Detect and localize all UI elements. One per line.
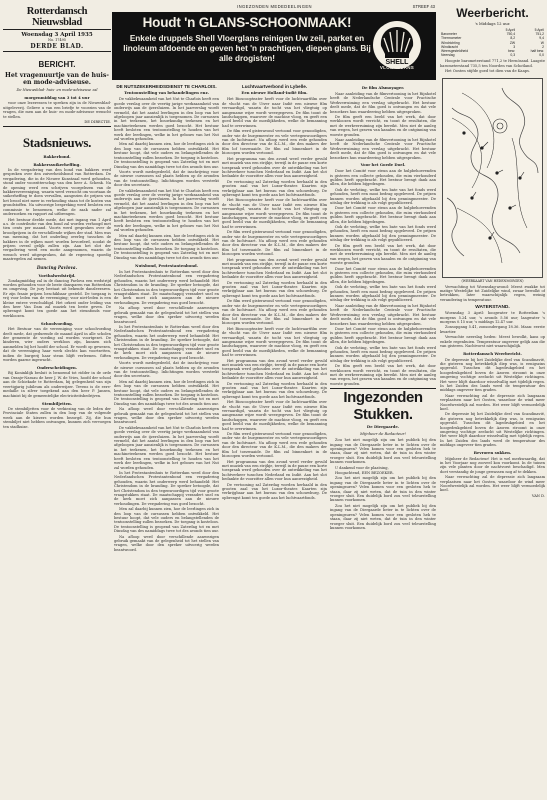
column-4: [330, 84, 436, 800]
article-body: Het Bestuur van de vereeniging voor schoolvoeding deelt mede, dat gedurende de maand April in alle scholen der gemeente de voeding zal worden voortgezet. De kinderen, wier ouders werkloos zijn, kunnen zich aanmelden bij het hoofd der school. Er wordt op gewezen, dat de vereeniging haar werk slechts kan voortzetten, indien de burgerij haar steun blijft verleenen. Giften worden gaarne ingewacht.: [3, 327, 111, 363]
forecast-text: Verwachting tot Woensdag-avond: Meest zwakke tot matige Westelijke tot Zuidelijke wind, zwaar bewolkt of betrokken, later waarschijnlijk regen, weinig verandering in temperatuur.: [440, 284, 545, 302]
weather-row-value: 751,2: [535, 32, 544, 37]
weather-table: [440, 28, 545, 57]
weather-subhead: Rotterdamsch Weerbericht.: [463, 350, 522, 356]
section-subhead: Bakkerbond.: [43, 154, 71, 160]
weather-row-value: 750,4: [506, 32, 516, 37]
weather-row-value: 8,2: [510, 36, 516, 41]
bericht-headline: Het vragenuurtje van de huis- en mode-adviseuse.: [5, 72, 109, 86]
weather-row-value: half bew.: [530, 49, 544, 54]
bericht-signature: DE DIRECTIE.: [84, 120, 111, 125]
shell-advertisement: [112, 12, 436, 80]
top-strip: [112, 4, 437, 11]
bericht-note-bold: morgenmiddag van 3 tot 4 uur: [24, 95, 90, 101]
weather-letter: Mijnheer de Redacteur! Het is wel merkwaardig, dat in het Voorjaar nog zooveel kou voorkomt. In de tuinen zijn vele planten door de nachtvorst beschadigd. Men doet verstandig de jonge gewassen nog af te dekken. Naar verwachting zal de depressie zich langzaam verplaatsen naar het Oosten, waardoor de wind meer Noordwestelijk zal worden. Het weer blijft vermoedelijk koel.: [440, 456, 545, 493]
stadsnieuws-title: Stadsnieuws.: [22, 135, 92, 151]
article-body: Naar aanleiding van de filmvertooning in het Rijnhotel heeft de Nederlandsche Centrale voor Practische Werkverruiming een verslag uitgebracht. Het bestuur deelt mede, dat de film goed is ontvangen en dat vele bezoekers hun waardeering hebben uitgesproken. De film geeft een beeld van het werk, dat door werkloozen wordt verricht, en toont de resultaten, die met de werkverruiming zijn bereikt. Men ziet de aanleg van wegen, het graven van kanalen en de ontginning van woeste gronden. Naar aanleiding van de filmvertooning in het Rijnhotel heeft de Nederlandsche Centrale voor Practische Werkverruiming een verslag uitgebracht. Het bestuur deelt mede, dat de film goed is ontvangen en dat vele bezoekers hun waardeering hebben uitgesproken.: [330, 92, 436, 160]
column-3: [222, 84, 327, 800]
ad-body: Enkele druppels Shell Vloerglans reinigen Uw zeil, parket en linoleum afdoende en geven het 'n prachtigen, diepen glans. Bij alle drogisten!: [123, 34, 371, 63]
letter-body: Zou het niet mogelijk zijn om het publiek bij den ingang van de Diergaarde beter in te lichten over de openingsuren? Velen komen voor een gesloten hek te staan, daar zij niet weten, dat de tuin in den winter vroeger sluit. Een duidelijk bord zou veel teleurstelling kunnen voorkomen. U dankend voor de plaatsing, Hoogachtend, EEN BEZOEKER. Zou het niet mogelijk zijn om het publiek bij den ingang van de Diergaarde beter in te lichten over de openingsuren? Velen komen voor een gesloten hek te staan, daar zij niet weten, dat de tuin in den winter vroeger sluit. Een duidelijk bord zou veel teleurstelling kunnen voorkomen. Zou het niet mogelijk zijn om het publiek bij den ingang van de Diergaarde beter in te lichten over de openingsuren? Velen komen voor een gesloten hek te staan, daar zij niet weten, dat de tuin in den winter vroeger sluit. Een duidelijk bord zou veel teleurstelling kunnen voorkomen.: [330, 438, 436, 530]
weather-row-value: W: [540, 40, 544, 45]
letter-salutation: Mijnheer de Redacteur!: [359, 431, 407, 437]
weather-subhead: Bevroren sukken.: [473, 449, 512, 455]
article-body: De stembiljetten voor de verkiezing van de leden der Provinciale Staten zullen in den loop van de volgende week aan de kiezers worden bezorgd. Zij, die hun stembiljet niet hebben ontvangen, kunnen zich vervoegen ten stadhuize.: [3, 406, 111, 429]
weather-row-label: Windkracht: [441, 44, 458, 49]
weather-row-value: 9,4: [539, 36, 544, 41]
ingezonden-title: Ingezonden Stukken.: [343, 389, 423, 424]
bericht-title: BERICHT.: [38, 60, 76, 69]
masthead-column: [3, 0, 111, 800]
article-body: Bij Koninklijk besluit is benoemd tot ridder in de orde van Oranje-Nassau de heer J. W. de Vries, hoofd der school aan de Schiekade te Rotterdam, bij gelegenheid van zijn veertigjarig jubileum als onderwijzer. Tevens is de eere-medaille in zilver toegekend aan den heer P. Jansen, machinist bij de gemeentelijke electriciteitsbedrijven.: [3, 371, 111, 398]
weather-row-value: 5 April: [534, 28, 544, 32]
shell-logo-text: SHELL: [385, 59, 409, 66]
article-subtitle: Tentoonstelling van behandelingen enz.: [124, 90, 209, 96]
issue-number: No. 17495: [48, 38, 66, 42]
article-body: De vakbekwaamheid van het Nut te Charlois heeft een goede verslag over de veertig jarige werkzaamheid van onderwijs aan de ijzersluizen. In het jaarverslag wordt vermeld, dat het aantal leerlingen in den loop van het afgeloopen jaar aanzienlijk is toegenomen. De cursussen in het teekenen, het bouwkundig teekenen en het machineteekenen werden goed bezocht. Het bestuur heeft besloten een tentoonstelling te houden van het werk der leerlingen, welke in het gebouw van het Nut zal worden gehouden. Men zal daarbij kunnen zien, hoe de leerlingen zich in den loop van de cursussen hebben ontwikkeld. Het bestuur hoopt, dat vele ouders en belangstellenden de tentoonstelling zullen bezoeken. De toegang is kosteloos. De tentoonstelling is geopend van Zaterdag tot en met Dinsdag van des namiddags twee tot des avonds tien uur. Voorts wordt medegedeeld, dat de inschrijving voor de nieuwe cursussen zal plaats hebben op de avonden van de tentoonstelling. Inlichtingen worden verstrekt door den secretaris. De vakbekwaamheid van het Nut te Charlois heeft een goede verslag over de veertig jarige werkzaamheid van onderwijs aan de ijzersluizen. In het jaarverslag wordt vermeld, dat het aantal leerlingen in den loop van het afgeloopen jaar aanzienlijk is toegenomen. De cursussen in het teekenen, het bouwkundig teekenen en het machineteekenen werden goed bezocht. Het bestuur heeft besloten een tentoonstelling te houden van het werk der leerlingen, welke in het gebouw van het Nut zal worden gehouden. Men zal daarbij kunnen zien, hoe de leerlingen zich in den loop van de cursussen hebben ontwikkeld. Het bestuur hoopt, dat vele ouders en belangstellenden de tentoonstelling zullen bezoeken. De toegang is kosteloos. De tentoonstelling is geopend van Zaterdag tot en met Dinsdag van des namiddags twee tot des avonds tien uur.: [114, 97, 219, 260]
map-caption: (WEERKAART VAN HEDENMORGEN): [461, 278, 524, 283]
weather-subtitle: 's Middags 12 uur.: [474, 21, 511, 26]
weather-row-label: Barometer: [441, 32, 457, 37]
waterstand-title: WATERSTAND.: [475, 305, 510, 311]
ad-headline: Houdt 'n GLANS-SCHOONMAAK!: [142, 15, 352, 30]
weather-report: De depressie bij het Zuidelijke deel van Scandinavië, die gisteren nog betrekkelijk diep was, is eenigszins opgevuld. Tusschen dit lagedrukgebied en het hoogedrukgebied boven de Azoren stroomt in onze omgeving vochtige zeelucht uit Westelijke richtingen. Het weer blijft daardoor wisselvallig met tijdelijk regen. In het Zuiden des lands werd de temperatuur des middags ongeveer tien graden. Naar verwachting zal de depressie zich langzaam verplaatsen naar het Oosten, waardoor de wind meer Noordwestelijk zal worden. Het weer blijft vermoedelijk koel. De depressie bij het Zuidelijke deel van Scandinavië, die gisteren nog betrekkelijk diep was, is eenigszins opgevuld. Tusschen dit lagedrukgebied en het hoogedrukgebied boven de Azoren stroomt in onze omgeving vochtige zeelucht uit Westelijke richtingen. Het weer blijft daardoor wisselvallig met tijdelijk regen. In het Zuiden des lands werd de temperatuur des middags ongeveer tien graden.: [440, 357, 545, 448]
weather-signature: VAN D.: [531, 493, 545, 498]
article-subtitle: Een nieuwe Holland-Indië film.: [241, 90, 308, 96]
sheet-label: DERDE BLAD.: [30, 43, 84, 50]
article-body: In het Protestantenhuis te Rotterdam werd door den Nederlandschen Protestantenbond een vergadering gehouden, waarin het onderwerp werd behandeld: Het Christendom in de branding. De spreker betoogde, dat het Christendom in den tegenwoordigen tijd voor groote vraagstukken staat. De maatschappij verandert snel en de kerk moet zich aanpassen aan de nieuwe verhoudingen. De vergadering was goed bezocht. Na afloop werd door verschillende aanwezigen gebruik gemaakt van de gelegenheid tot het stellen van vragen, welke door den spreker uitvoerig werden beantwoord. In het Protestantenhuis te Rotterdam werd door den Nederlandschen Protestantenbond een vergadering gehouden, waarin het onderwerp werd behandeld: Het Christendom in de branding. De spreker betoogde, dat het Christendom in den tegenwoordigen tijd voor groote vraagstukken staat. De maatschappij verandert snel en de kerk moet zich aanpassen aan de nieuwe verhoudingen. De vergadering was goed bezocht. Voorts wordt medegedeeld, dat de inschrijving voor de nieuwe cursussen zal plaats hebben op de avonden van de tentoonstelling. Inlichtingen worden verstrekt door den secretaris. Men zal daarbij kunnen zien, hoe de leerlingen zich in den loop van de cursussen hebben ontwikkeld. Het bestuur hoopt, dat vele ouders en belangstellenden de tentoonstelling zullen bezoeken. De toegang is kosteloos. De tentoonstelling is geopend van Zaterdag tot en met Dinsdag van des namiddags twee tot des avonds tien uur. Na afloop werd door verschillende aanwezigen gebruik gemaakt van de gelegenheid tot het stellen van vragen, welke door den spreker uitvoerig werden beantwoord. De vakbekwaamheid van het Nut te Charlois heeft een goede verslag over de veertig jarige werkzaamheid van onderwijs aan de ijzersluizen. In het jaarverslag wordt vermeld, dat het aantal leerlingen in den loop van het afgeloopen jaar aanzienlijk is toegenomen. De cursussen in het teekenen, het bouwkundig teekenen en het machineteekenen werden goed bezocht. Het bestuur heeft besloten een tentoonstelling te houden van het werk der leerlingen, welke in het gebouw van het Nut zal worden gehouden. In het Protestantenhuis te Rotterdam werd door den Nederlandschen Protestantenbond een vergadering gehouden, waarin het onderwerp werd behandeld: Het Christendom in de branding. De spreker betoogde, dat het Christendom in den tegenwoordigen tijd voor groote vraagstukken staat. De maatschappij verandert snel en de kerk moet zich aanpassen aan de nieuwe verhoudingen. De vergadering was goed bezocht. Men zal daarbij kunnen zien, hoe de leerlingen zich in den loop van de cursussen hebben ontwikkeld. Het bestuur hoopt, dat vele ouders en belangstellenden de tentoonstelling zullen bezoeken. De toegang is kosteloos. De tentoonstelling is geopend van Zaterdag tot en met Dinsdag van des namiddags twee tot des avonds tien uur. Na afloop werd door verschillende aanwezigen gebruik gemaakt van de gelegenheid tot het stellen van vragen, welke door den spreker uitvoerig werden beantwoord.: [114, 270, 219, 552]
section-subhead: Schoolvoeding.: [40, 321, 74, 327]
weather-row-label: Weersgesteldheid: [441, 49, 469, 54]
article-title: DE NUTSZEKERHEIDSDIENST TE CHARLOIS.: [116, 84, 217, 89]
article-subtitle: De Diergaarde.: [366, 424, 400, 430]
weather-row-label: Windrichting: [441, 40, 460, 45]
section-subhead: Bakkerssuikerheffing.: [33, 162, 81, 168]
section-subhead: Stembiljetten.: [41, 400, 73, 406]
weather-row-value: 0,3: [510, 53, 516, 58]
weather-row-label: Neerslag: [441, 53, 455, 58]
weather-row-value: 2: [542, 44, 544, 49]
section-label: INGEZONDEN MEDEDEELINGEN: [237, 4, 312, 9]
weather-table-row: [440, 53, 545, 57]
weather-row-value: 3: [513, 44, 516, 49]
ad-brand-sub: VLOERGLANS: [379, 65, 415, 70]
bericht-note: De Nieuwsblad- huis- en mode-adviseuse zal: [16, 88, 98, 92]
weather-title: Weerbericht.: [456, 6, 529, 20]
weather-text: Hoogste barometerstand 771,2 te Hernösand. Laagste barometerstand 735,5 ten Noorden van Schotland. Het Oosten stijfde goed tot dien van de Kaaps.: [440, 59, 545, 74]
section-subhead: Voetbalwedstrijd.: [38, 272, 76, 278]
issue-date: Woensdag 3 April 1935: [21, 32, 93, 38]
section-subhead: Dancing Pavlova.: [36, 264, 78, 270]
weather-column: [440, 0, 545, 800]
column-2: [114, 84, 219, 800]
shell-logo-icon: [372, 20, 422, 70]
page-number: STREEF 43: [412, 4, 435, 9]
waterstand-text: Woensdag 3 April: hoogwater te Rotterdam 's morgens 5.24 uur, 's avonds 5.56 uur; laagwater 's morgens 0.15 uur, 's middags 12.47 uur. Zonsopgang 5.41, zonsondergang 18.36. Maan: eerste kwartier. Verwachte neerslag heden: Meest bewolkt, kans op enkele regenbuien. Temperatuur ongeveer gelijk aan die van gisteren. Nachtvorst niet waarschijnlijk.: [440, 311, 545, 349]
article-body: In de vergadering van den bond van bakkers werd gesproken over den zuiverheidsbond van Rotterdam. De vergadering, die in de Nieuwe Kunstzaal werd gehouden, stond onder voorzitterschap van den heer A. Schenk. Na de opening werd een schrijven voorgelezen van de bakkersvereeniging, waarin werd verzocht om voortaan de suikerheffing te doen vervallen, aangezien de prijzen van het brood niet meer in verhouding staan tot de kosten van grondstoffen. Na uitvoerige bespreking werd besloten een commissie te benoemen, welke de zaak nader zal onderzoeken en rapport zal uitbrengen. Het bestuur deelde mede, dat met ingang van 1 April a.s. de contributie van den bond zal worden verhoogd met tien cents per maand. Voorts werd gesproken over de broodprijzen in de verschillende wijken der stad. Men was van meening, dat het onderling overleg tusschen de bakkers in de wijken moet worden bevorderd, zoodat de prijzen overal gelijk zullen zijn. Aan het slot der vergadering werd een motie aangenomen, waarin de wensch werd uitgesproken, dat de regeering spoedig maatregelen zal nemen.: [3, 168, 111, 262]
article-subtitle: De film Alsmoyager.: [361, 85, 405, 90]
article-subtitle: Voor het Goede Doel.: [360, 162, 406, 168]
weather-row-value: 0,0: [539, 53, 544, 58]
section-subhead: Onderscheidingen.: [36, 365, 78, 371]
weather-row-label: Thermometer: [441, 36, 462, 41]
weather-row-value: ZW: [509, 40, 516, 45]
article-title: Luchtvaartverbond in Lybelle.: [241, 84, 308, 89]
article-body: Zondagmiddag zal in de dancing Pavlova een wedstrijd worden gehouden voor de beste dansparen van Rotterdam en omgeving. De jury bestaat uit bekende dansleeraren. Er zijn fraaie prijzen beschikbaar gesteld. De toegang is vrij voor leden van de vereeniging; voor niet-leden is een kleine entree verschuldigd. Het orkest onder leiding van den heer Van Dam zal muziek ten beste geven. De opbrengst komt ten goede aan het steunfonds voor werkloozen.: [3, 278, 111, 318]
newspaper-title: Rotterdamsch Nieuwsblad: [26, 6, 88, 28]
weather-row-value: 5 April: [505, 28, 516, 32]
bericht-body: voor onze lezeressen te spreken zijn in de Nieuwsblad-uitgeleverij. Gelieve u van een briefje te voorzien van de vragen, die men aan de huis- en mode-adviseuse wenscht te stellen.: [3, 101, 111, 119]
article-subtitle: Nutsbond, Protestantenbond.: [135, 263, 198, 269]
article-body: Het Bioscoopteater heeft voor de luchtvaartfilm over de vlucht van de Uiver naar Indië een nieuwe film vervaardigd, waarin de tocht van het vliegtuig op aangename wijze wordt weergegeven. De film toont de landschappen, waarover de machine vloog, en geeft een goed beeld van de moeilijkheden, welke de bemanning had te overwinnen. De film werd gisteravond vertoond voor genoodigden, onder wie de burgemeester en vele vertegenwoordigers van de luchtvaart. Na afloop werd een rede gehouden door den directeur van de K.L.M., die den makers der film lof toezwaaide. De film zal binnenkort in de bioscopen worden vertoond. Het programma van den avond werd verder gevuld met muziek van een strijkje, terwijl in de pauze een korte toespraak werd gehouden over de ontwikkeling van het luchtverkeer tusschen Nederland en Indië. Aan het slot bedankte de voorzitter allen voor hun aanwezigheid. De vertooning zal Zaterdag worden herhaald in den grooten zaal van het Luxor-theater. Kaarten zijn verkrijgbaar aan het bureau van den schouwburg. De opbrengst komt ten goede aan het luchtvaartfonds. Het Bioscoopteater heeft voor de luchtvaartfilm over de vlucht van de Uiver naar Indië een nieuwe film vervaardigd, waarin de tocht van het vliegtuig op aangename wijze wordt weergegeven. De film toont de landschappen, waarover de machine vloog, en geeft een goed beeld van de moeilijkheden, welke de bemanning had te overwinnen. De film werd gisteravond vertoond voor genoodigden, onder wie de burgemeester en vele vertegenwoordigers van de luchtvaart. Na afloop werd een rede gehouden door den directeur van de K.L.M., die den makers der film lof toezwaaide. De film zal binnenkort in de bioscopen worden vertoond. Het programma van den avond werd verder gevuld met muziek van een strijkje, terwijl in de pauze een korte toespraak werd gehouden over de ontwikkeling van het luchtverkeer tusschen Nederland en Indië. Aan het slot bedankte de voorzitter allen voor hun aanwezigheid. De vertooning zal Zaterdag worden herhaald in den grooten zaal van het Luxor-theater. Kaarten zijn verkrijgbaar aan het bureau van den schouwburg. De opbrengst komt ten goede aan het luchtvaartfonds. De film werd gisteravond vertoond voor genoodigden, onder wie de burgemeester en vele vertegenwoordigers van de luchtvaart. Na afloop werd een rede gehouden door den directeur van de K.L.M., die den makers der film lof toezwaaide. De film zal binnenkort in de bioscopen worden vertoond. Het Bioscoopteater heeft voor de luchtvaartfilm over de vlucht van de Uiver naar Indië een nieuwe film vervaardigd, waarin de tocht van het vliegtuig op aangename wijze wordt weergegeven. De film toont de landschappen, waarover de machine vloog, en geeft een goed beeld van de moeilijkheden, welke de bemanning had te overwinnen. Het programma van den avond werd verder gevuld met muziek van een strijkje, terwijl in de pauze een korte toespraak werd gehouden over de ontwikkeling van het luchtverkeer tusschen Nederland en Indië. Aan het slot bedankte de voorzitter allen voor hun aanwezigheid. De vertooning zal Zaterdag worden herhaald in den grooten zaal van het Luxor-theater. Kaarten zijn verkrijgbaar aan het bureau van den schouwburg. De opbrengst komt ten goede aan het luchtvaartfonds. Het Bioscoopteater heeft voor de luchtvaartfilm over de vlucht van de Uiver naar Indië een nieuwe film vervaardigd, waarin de tocht van het vliegtuig op aangename wijze wordt weergegeven. De film toont de landschappen, waarover de machine vloog, en geeft een goed beeld van de moeilijkheden, welke de bemanning had te overwinnen. De film werd gisteravond vertoond voor genoodigden, onder wie de burgemeester en vele vertegenwoordigers van de luchtvaart. Na afloop werd een rede gehouden door den directeur van de K.L.M., die den makers der film lof toezwaaide. De film zal binnenkort in de bioscopen worden vertoond. Het programma van den avond werd verder gevuld met muziek van een strijkje, terwijl in de pauze een korte toespraak werd gehouden over de ontwikkeling van het luchtverkeer tusschen Nederland en Indië. Aan het slot bedankte de voorzitter allen voor hun aanwezigheid. De vertooning zal Zaterdag worden herhaald in den grooten zaal van het Luxor-theater. Kaarten zijn verkrijgbaar aan het bureau van den schouwburg. De opbrengst komt ten goede aan het luchtvaartfonds.: [222, 97, 327, 500]
weather-map: [442, 78, 543, 278]
article-body: Door het Comité voor steun aan de hulpbehoevenden is gisteren een collecte gehouden, die ruim vierhonderd gulden heeft opgebracht. Het bestuur brengt dank aan allen, die hebben bijgedragen. Ook de verloting, welke ten bate van het fonds werd gehouden, heeft een mooi bedrag opgeleverd. De prijzen kunnen worden afgehaald bij den penningmeester. De uitslag der trekking is als volgt gepubliceerd. Door het Comité voor steun aan de hulpbehoevenden is gisteren een collecte gehouden, die ruim vierhonderd gulden heeft opgebracht. Het bestuur brengt dank aan allen, die hebben bijgedragen. Ook de verloting, welke ten bate van het fonds werd gehouden, heeft een mooi bedrag opgeleverd. De prijzen kunnen worden afgehaald bij den penningmeester. De uitslag der trekking is als volgt gepubliceerd. De film geeft een beeld van het werk, dat door werkloozen wordt verricht, en toont de resultaten, die met de werkverruiming zijn bereikt. Men ziet de aanleg van wegen, het graven van kanalen en de ontginning van woeste gronden. Door het Comité voor steun aan de hulpbehoevenden is gisteren een collecte gehouden, die ruim vierhonderd gulden heeft opgebracht. Het bestuur brengt dank aan allen, die hebben bijgedragen. Ook de verloting, welke ten bate van het fonds werd gehouden, heeft een mooi bedrag opgeleverd. De prijzen kunnen worden afgehaald bij den penningmeester. De uitslag der trekking is als volgt gepubliceerd. Naar aanleiding van de filmvertooning in het Rijnhotel heeft de Nederlandsche Centrale voor Practische Werkverruiming een verslag uitgebracht. Het bestuur deelt mede, dat de film goed is ontvangen en dat vele bezoekers hun waardeering hebben uitgesproken. Door het Comité voor steun aan de hulpbehoevenden is gisteren een collecte gehouden, die ruim vierhonderd gulden heeft opgebracht. Het bestuur brengt dank aan allen, die hebben bijgedragen. Ook de verloting, welke ten bate van het fonds werd gehouden, heeft een mooi bedrag opgeleverd. De prijzen kunnen worden afgehaald bij den penningmeester. De uitslag der trekking is als volgt gepubliceerd. De film geeft een beeld van het werk, dat door werkloozen wordt verricht, en toont de resultaten, die met de werkverruiming zijn bereikt. Men ziet de aanleg van wegen, het graven van kanalen en de ontginning van woeste gronden.: [330, 169, 436, 386]
weather-row-value: bew.: [508, 49, 516, 54]
